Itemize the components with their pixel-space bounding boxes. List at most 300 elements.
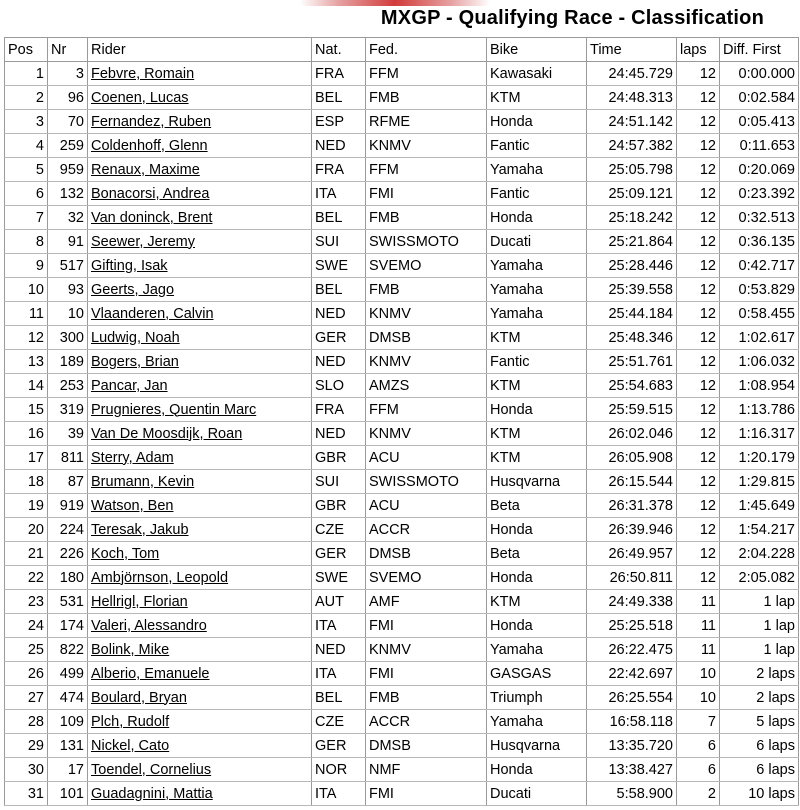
rider-link[interactable]: Koch, Tom xyxy=(91,545,160,562)
cell-pos: 16 xyxy=(5,422,48,446)
cell-pos: 26 xyxy=(5,662,48,686)
cell-nr: 96 xyxy=(48,86,88,110)
cell-diff: 1:16.317 xyxy=(720,422,799,446)
rider-link[interactable]: Van De Moosdijk, Roan xyxy=(91,425,243,442)
cell-bike: Kawasaki xyxy=(487,62,587,86)
cell-fed: FFM xyxy=(366,62,487,86)
cell-bike: Fantic xyxy=(487,350,587,374)
cell-fed: DMSB xyxy=(366,734,487,758)
cell-nr: 91 xyxy=(48,230,88,254)
cell-nat: GBR xyxy=(312,494,366,518)
cell-fed: KNMV xyxy=(366,302,487,326)
cell-laps: 6 xyxy=(677,734,720,758)
cell-time: 16:58.118 xyxy=(587,710,677,734)
cell-time: 24:45.729 xyxy=(587,62,677,86)
cell-time: 25:05.798 xyxy=(587,158,677,182)
cell-diff: 0:42.717 xyxy=(720,254,799,278)
cell-laps: 12 xyxy=(677,350,720,374)
cell-laps: 11 xyxy=(677,638,720,662)
cell-fed: KNMV xyxy=(366,422,487,446)
rider-link[interactable]: Coenen, Lucas xyxy=(91,89,189,106)
rider-link[interactable]: Febvre, Romain xyxy=(91,65,195,82)
cell-nat: CZE xyxy=(312,710,366,734)
cell-bike: Honda xyxy=(487,614,587,638)
cell-diff: 1:54.217 xyxy=(720,518,799,542)
cell-diff: 1 lap xyxy=(720,614,799,638)
cell-laps: 12 xyxy=(677,158,720,182)
rider-link[interactable]: Vlaanderen, Calvin xyxy=(91,305,214,322)
cell-diff: 1:02.617 xyxy=(720,326,799,350)
cell-bike: KTM xyxy=(487,86,587,110)
cell-pos: 27 xyxy=(5,686,48,710)
cell-fed: ACCR xyxy=(366,518,487,542)
cell-nat: FRA xyxy=(312,62,366,86)
cell-nr: 39 xyxy=(48,422,88,446)
cell-pos: 17 xyxy=(5,446,48,470)
table-row xyxy=(5,494,799,518)
rider-link[interactable]: Valeri, Alessandro xyxy=(91,617,207,634)
cell-bike: Fantic xyxy=(487,134,587,158)
cell-diff: 0:05.413 xyxy=(720,110,799,134)
cell-nat: BEL xyxy=(312,206,366,230)
col-header-pos: Pos xyxy=(5,38,48,62)
cell-pos: 13 xyxy=(5,350,48,374)
rider-link[interactable]: Fernandez, Ruben xyxy=(91,113,212,130)
cell-diff: 2 laps xyxy=(720,686,799,710)
cell-pos: 25 xyxy=(5,638,48,662)
cell-fed: AMF xyxy=(366,590,487,614)
cell-nat: GER xyxy=(312,326,366,350)
cell-laps: 12 xyxy=(677,374,720,398)
cell-rider xyxy=(88,302,312,326)
cell-laps: 12 xyxy=(677,470,720,494)
cell-pos: 11 xyxy=(5,302,48,326)
cell-rider xyxy=(88,278,312,302)
cell-fed: SWISSMOTO xyxy=(366,230,487,254)
cell-bike: KTM xyxy=(487,446,587,470)
cell-laps: 2 xyxy=(677,782,720,806)
cell-fed: ACCR xyxy=(366,710,487,734)
cell-laps: 10 xyxy=(677,662,720,686)
table-row xyxy=(5,662,799,686)
cell-nr: 531 xyxy=(48,590,88,614)
cell-fed: DMSB xyxy=(366,326,487,350)
table-row xyxy=(5,254,799,278)
cell-nr: 822 xyxy=(48,638,88,662)
cell-pos: 31 xyxy=(5,782,48,806)
cell-laps: 12 xyxy=(677,422,720,446)
cell-bike: Ducati xyxy=(487,782,587,806)
cell-fed: FMB xyxy=(366,206,487,230)
cell-rider xyxy=(88,590,312,614)
cell-time: 5:58.900 xyxy=(587,782,677,806)
cell-time: 26:49.957 xyxy=(587,542,677,566)
cell-diff: 10 laps xyxy=(720,782,799,806)
cell-diff: 1:45.649 xyxy=(720,494,799,518)
cell-laps: 12 xyxy=(677,254,720,278)
cell-diff: 0:11.653 xyxy=(720,134,799,158)
cell-bike: Husqvarna xyxy=(487,470,587,494)
cell-bike: KTM xyxy=(487,374,587,398)
col-header-rider: Rider xyxy=(88,38,312,62)
cell-nat: SUI xyxy=(312,230,366,254)
rider-link[interactable]: Ludwig, Noah xyxy=(91,329,180,346)
cell-laps: 12 xyxy=(677,134,720,158)
cell-fed: FMB xyxy=(366,686,487,710)
cell-diff: 2:05.082 xyxy=(720,566,799,590)
cell-rider xyxy=(88,446,312,470)
col-header-fed: Fed. xyxy=(366,38,487,62)
cell-pos: 29 xyxy=(5,734,48,758)
cell-laps: 10 xyxy=(677,686,720,710)
cell-laps: 12 xyxy=(677,182,720,206)
rider-link[interactable]: Guadagnini, Mattia xyxy=(91,785,213,802)
cell-laps: 12 xyxy=(677,278,720,302)
cell-time: 25:44.184 xyxy=(587,302,677,326)
cell-nr: 131 xyxy=(48,734,88,758)
page-title: MXGP - Qualifying Race - Classification xyxy=(380,7,764,29)
cell-time: 25:25.518 xyxy=(587,614,677,638)
cell-nr: 474 xyxy=(48,686,88,710)
cell-nr: 87 xyxy=(48,470,88,494)
cell-diff: 0:23.392 xyxy=(720,182,799,206)
cell-time: 25:54.683 xyxy=(587,374,677,398)
cell-rider xyxy=(88,374,312,398)
cell-laps: 12 xyxy=(677,542,720,566)
cell-nat: ITA xyxy=(312,782,366,806)
cell-time: 26:25.554 xyxy=(587,686,677,710)
cell-pos: 10 xyxy=(5,278,48,302)
cell-rider xyxy=(88,782,312,806)
cell-rider xyxy=(88,710,312,734)
rider-link[interactable]: Seewer, Jeremy xyxy=(91,233,195,250)
cell-pos: 15 xyxy=(5,398,48,422)
cell-nr: 10 xyxy=(48,302,88,326)
cell-nat: NED xyxy=(312,350,366,374)
table-row xyxy=(5,614,799,638)
cell-nr: 132 xyxy=(48,182,88,206)
rider-link[interactable]: Geerts, Jago xyxy=(91,281,175,298)
cell-bike: KTM xyxy=(487,422,587,446)
cell-bike: KTM xyxy=(487,590,587,614)
table-row xyxy=(5,374,799,398)
cell-pos: 3 xyxy=(5,110,48,134)
cell-laps: 7 xyxy=(677,710,720,734)
cell-rider xyxy=(88,326,312,350)
cell-laps: 12 xyxy=(677,326,720,350)
cell-time: 24:49.338 xyxy=(587,590,677,614)
cell-pos: 4 xyxy=(5,134,48,158)
cell-fed: ACU xyxy=(366,446,487,470)
cell-diff: 2:04.228 xyxy=(720,542,799,566)
cell-bike: Yamaha xyxy=(487,302,587,326)
rider-link[interactable]: Pancar, Jan xyxy=(91,377,168,394)
cell-pos: 7 xyxy=(5,206,48,230)
cell-rider xyxy=(88,662,312,686)
cell-nr: 174 xyxy=(48,614,88,638)
cell-time: 26:50.811 xyxy=(587,566,677,590)
cell-nat: NED xyxy=(312,638,366,662)
cell-fed: FMI xyxy=(366,662,487,686)
table-row xyxy=(5,518,799,542)
cell-nat: GER xyxy=(312,734,366,758)
cell-pos: 23 xyxy=(5,590,48,614)
cell-nr: 226 xyxy=(48,542,88,566)
cell-time: 24:57.382 xyxy=(587,134,677,158)
rider-link[interactable]: Bonacorsi, Andrea xyxy=(91,185,210,202)
cell-rider xyxy=(88,398,312,422)
cell-fed: FMB xyxy=(366,278,487,302)
cell-rider xyxy=(88,614,312,638)
cell-nat: SWE xyxy=(312,566,366,590)
cell-fed: SVEMO xyxy=(366,566,487,590)
table-row xyxy=(5,734,799,758)
cell-rider xyxy=(88,422,312,446)
table-row xyxy=(5,110,799,134)
table-row xyxy=(5,782,799,806)
table-row xyxy=(5,230,799,254)
cell-diff: 1 lap xyxy=(720,638,799,662)
cell-bike: Honda xyxy=(487,518,587,542)
cell-diff: 5 laps xyxy=(720,710,799,734)
col-header-time: Time xyxy=(587,38,677,62)
cell-bike: Yamaha xyxy=(487,638,587,662)
cell-rider xyxy=(88,470,312,494)
col-header-nr: Nr xyxy=(48,38,88,62)
cell-fed: FFM xyxy=(366,398,487,422)
rider-link[interactable]: Renaux, Maxime xyxy=(91,161,200,178)
cell-laps: 12 xyxy=(677,86,720,110)
cell-bike: Honda xyxy=(487,398,587,422)
cell-nat: FRA xyxy=(312,158,366,182)
cell-diff: 0:00.000 xyxy=(720,62,799,86)
cell-bike: Honda xyxy=(487,758,587,782)
cell-bike: Honda xyxy=(487,206,587,230)
cell-time: 26:22.475 xyxy=(587,638,677,662)
cell-rider xyxy=(88,638,312,662)
cell-pos: 30 xyxy=(5,758,48,782)
cell-nr: 811 xyxy=(48,446,88,470)
cell-nat: NED xyxy=(312,134,366,158)
cell-laps: 12 xyxy=(677,566,720,590)
cell-nat: BEL xyxy=(312,686,366,710)
cell-fed: SVEMO xyxy=(366,254,487,278)
cell-time: 25:59.515 xyxy=(587,398,677,422)
cell-rider xyxy=(88,230,312,254)
cell-rider xyxy=(88,518,312,542)
table-row xyxy=(5,62,799,86)
cell-diff: 1:20.179 xyxy=(720,446,799,470)
rider-link[interactable]: Alberio, Emanuele xyxy=(91,665,210,682)
table-row xyxy=(5,758,799,782)
cell-nr: 189 xyxy=(48,350,88,374)
cell-nr: 32 xyxy=(48,206,88,230)
rider-link[interactable]: Prugnieres, Quentin Marc xyxy=(91,401,257,418)
rider-link[interactable]: Bolink, Mike xyxy=(91,641,170,658)
cell-laps: 12 xyxy=(677,110,720,134)
cell-nat: AUT xyxy=(312,590,366,614)
rider-link[interactable]: Boulard, Bryan xyxy=(91,689,187,706)
cell-nr: 300 xyxy=(48,326,88,350)
cell-fed: ACU xyxy=(366,494,487,518)
cell-bike: KTM xyxy=(487,326,587,350)
cell-diff: 0:58.455 xyxy=(720,302,799,326)
cell-bike: Yamaha xyxy=(487,254,587,278)
rider-link[interactable]: Van doninck, Brent xyxy=(91,209,213,226)
cell-bike: Honda xyxy=(487,566,587,590)
brand-logo-fragment xyxy=(300,0,490,6)
cell-nr: 259 xyxy=(48,134,88,158)
col-header-bike: Bike xyxy=(487,38,587,62)
rider-link[interactable]: Sterry, Adam xyxy=(91,449,174,466)
cell-pos: 1 xyxy=(5,62,48,86)
col-header-diff: Diff. First xyxy=(720,38,799,62)
cell-rider xyxy=(88,734,312,758)
cell-pos: 6 xyxy=(5,182,48,206)
cell-nat: SWE xyxy=(312,254,366,278)
cell-time: 25:28.446 xyxy=(587,254,677,278)
table-row xyxy=(5,446,799,470)
cell-time: 26:39.946 xyxy=(587,518,677,542)
cell-bike: Ducati xyxy=(487,230,587,254)
cell-nr: 499 xyxy=(48,662,88,686)
cell-pos: 19 xyxy=(5,494,48,518)
cell-pos: 2 xyxy=(5,86,48,110)
cell-rider xyxy=(88,134,312,158)
table-header-row xyxy=(5,38,799,62)
cell-fed: FFM xyxy=(366,158,487,182)
cell-rider xyxy=(88,62,312,86)
cell-diff: 1 lap xyxy=(720,590,799,614)
rider-link[interactable]: Gifting, Isak xyxy=(91,257,168,274)
cell-diff: 6 laps xyxy=(720,734,799,758)
cell-time: 24:48.313 xyxy=(587,86,677,110)
cell-nat: NOR xyxy=(312,758,366,782)
cell-fed: NMF xyxy=(366,758,487,782)
cell-fed: KNMV xyxy=(366,134,487,158)
table-row xyxy=(5,686,799,710)
cell-laps: 6 xyxy=(677,758,720,782)
cell-nr: 101 xyxy=(48,782,88,806)
cell-rider xyxy=(88,86,312,110)
cell-time: 13:35.720 xyxy=(587,734,677,758)
cell-time: 26:31.378 xyxy=(587,494,677,518)
cell-bike: Beta xyxy=(487,494,587,518)
rider-link[interactable]: Teresak, Jakub xyxy=(91,521,189,538)
cell-rider xyxy=(88,350,312,374)
cell-time: 25:48.346 xyxy=(587,326,677,350)
cell-diff: 1:13.786 xyxy=(720,398,799,422)
cell-diff: 1:29.815 xyxy=(720,470,799,494)
rider-link[interactable]: Coldenhoff, Glenn xyxy=(91,137,208,154)
table-row xyxy=(5,638,799,662)
table-row xyxy=(5,206,799,230)
cell-time: 24:51.142 xyxy=(587,110,677,134)
cell-rider xyxy=(88,758,312,782)
cell-pos: 12 xyxy=(5,326,48,350)
rider-link[interactable]: Nickel, Cato xyxy=(91,737,170,754)
table-row xyxy=(5,302,799,326)
cell-nr: 319 xyxy=(48,398,88,422)
cell-diff: 1:06.032 xyxy=(720,350,799,374)
cell-bike: Yamaha xyxy=(487,710,587,734)
cell-nat: ESP xyxy=(312,110,366,134)
cell-diff: 2 laps xyxy=(720,662,799,686)
cell-pos: 18 xyxy=(5,470,48,494)
table-row xyxy=(5,326,799,350)
table-row xyxy=(5,542,799,566)
cell-pos: 22 xyxy=(5,566,48,590)
cell-bike: Honda xyxy=(487,110,587,134)
cell-rider xyxy=(88,254,312,278)
cell-fed: AMZS xyxy=(366,374,487,398)
cell-bike: Husqvarna xyxy=(487,734,587,758)
cell-diff: 0:53.829 xyxy=(720,278,799,302)
cell-nr: 109 xyxy=(48,710,88,734)
cell-bike: Yamaha xyxy=(487,278,587,302)
rider-link[interactable]: Brumann, Kevin xyxy=(91,473,195,490)
cell-nr: 93 xyxy=(48,278,88,302)
cell-bike: GASGAS xyxy=(487,662,587,686)
table-row xyxy=(5,590,799,614)
cell-rider xyxy=(88,494,312,518)
cell-nat: NED xyxy=(312,422,366,446)
cell-fed: FMB xyxy=(366,86,487,110)
cell-pos: 14 xyxy=(5,374,48,398)
cell-nr: 224 xyxy=(48,518,88,542)
cell-laps: 12 xyxy=(677,206,720,230)
cell-bike: Beta xyxy=(487,542,587,566)
cell-pos: 21 xyxy=(5,542,48,566)
cell-rider xyxy=(88,110,312,134)
cell-nr: 959 xyxy=(48,158,88,182)
cell-pos: 20 xyxy=(5,518,48,542)
cell-nat: GER xyxy=(312,542,366,566)
cell-laps: 12 xyxy=(677,62,720,86)
table-row xyxy=(5,470,799,494)
rider-link[interactable]: Toendel, Cornelius xyxy=(91,761,212,778)
table-row xyxy=(5,134,799,158)
rider-link[interactable]: Hellrigl, Florian xyxy=(91,593,188,610)
cell-nat: FRA xyxy=(312,398,366,422)
rider-link[interactable]: Watson, Ben xyxy=(91,497,174,514)
cell-nr: 17 xyxy=(48,758,88,782)
cell-time: 25:21.864 xyxy=(587,230,677,254)
cell-laps: 12 xyxy=(677,302,720,326)
cell-laps: 12 xyxy=(677,398,720,422)
rider-link[interactable]: Plch, Rudolf xyxy=(91,713,170,730)
cell-diff: 0:32.513 xyxy=(720,206,799,230)
table-row xyxy=(5,566,799,590)
cell-diff: 0:36.135 xyxy=(720,230,799,254)
cell-nr: 180 xyxy=(48,566,88,590)
table-row xyxy=(5,422,799,446)
rider-link[interactable]: Ambjörnson, Leopold xyxy=(91,569,229,586)
cell-pos: 8 xyxy=(5,230,48,254)
cell-fed: KNMV xyxy=(366,638,487,662)
cell-time: 26:02.046 xyxy=(587,422,677,446)
cell-laps: 12 xyxy=(677,446,720,470)
cell-time: 13:38.427 xyxy=(587,758,677,782)
cell-laps: 12 xyxy=(677,518,720,542)
col-header-laps: laps xyxy=(677,38,720,62)
cell-rider xyxy=(88,206,312,230)
cell-bike: Fantic xyxy=(487,182,587,206)
rider-link[interactable]: Bogers, Brian xyxy=(91,353,179,370)
cell-time: 25:09.121 xyxy=(587,182,677,206)
cell-nr: 919 xyxy=(48,494,88,518)
cell-time: 25:39.558 xyxy=(587,278,677,302)
